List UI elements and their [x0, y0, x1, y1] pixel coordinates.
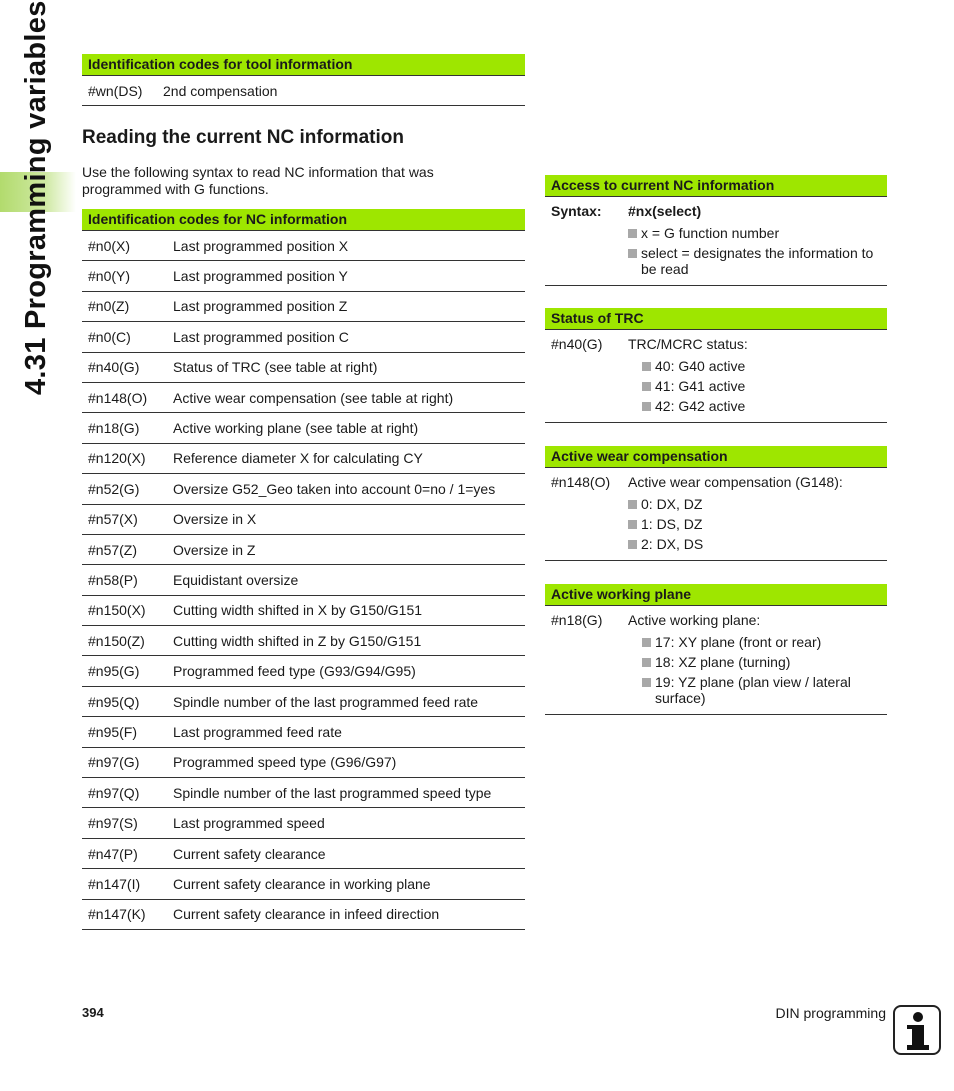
- code-cell: #n97(Q): [88, 784, 140, 801]
- table-row: [82, 869, 525, 899]
- bullet-item: [628, 225, 881, 241]
- table-row: [82, 535, 525, 565]
- table-row: [82, 596, 525, 626]
- code-cell: #n57(X): [88, 511, 138, 528]
- trc-code: #n40(G): [551, 336, 603, 352]
- description-cell: Reference diameter X for calculating CY: [173, 450, 423, 467]
- access-bullet-list: [628, 225, 881, 277]
- code-cell: #n40(G): [88, 359, 140, 376]
- syntax-label: Syntax:: [551, 203, 602, 219]
- trc-status-table: [545, 308, 887, 423]
- bullet-square-icon: [628, 540, 637, 549]
- tool-info-table-header: Identification codes for tool information: [82, 54, 525, 76]
- description-cell: Active wear compensation (see table at right): [173, 389, 454, 406]
- bullet-item: [642, 654, 881, 670]
- description-cell: Last programmed position C: [173, 328, 349, 345]
- table-row: [82, 353, 525, 383]
- table-row: [82, 687, 525, 717]
- plane-bullet-list: [642, 634, 881, 706]
- bullet-text: 17: XY plane (front or rear): [655, 634, 822, 650]
- working-plane-table-body: [545, 606, 887, 714]
- bullet-text: 40: G40 active: [655, 358, 746, 374]
- description-cell: Programmed feed type (G93/G94/G95): [173, 663, 416, 680]
- bullet-item: [642, 398, 881, 414]
- description-cell: Last programmed feed rate: [173, 723, 342, 740]
- table-row: [82, 839, 525, 869]
- bullet-text: x = G function number: [641, 225, 780, 241]
- trc-description: TRC/MCRC status:: [628, 336, 748, 352]
- description-cell: Cutting width shifted in X by G150/G151: [173, 602, 423, 619]
- table-row: [82, 778, 525, 808]
- table-row: [82, 231, 525, 261]
- description-cell: 2nd compensation: [163, 82, 278, 99]
- trc-bullet-list: [642, 358, 881, 414]
- code-cell: #n0(X): [88, 237, 131, 254]
- bullet-square-icon: [628, 229, 637, 238]
- chapter-side-title-text: 4.31 Programming variables: [20, 0, 52, 395]
- bullet-square-icon: [628, 249, 637, 258]
- description-cell: Oversize in X: [173, 511, 257, 528]
- description-cell: Last programmed position Z: [173, 298, 348, 315]
- bullet-text: 19: YZ plane (plan view / lateral surface): [655, 674, 851, 706]
- code-cell: #n150(X): [88, 602, 146, 619]
- bullet-square-icon: [642, 678, 651, 687]
- table-row: [82, 565, 525, 595]
- table-row: [82, 656, 525, 686]
- description-cell: Active working plane (see table at right): [173, 420, 419, 437]
- table-row: [82, 505, 525, 535]
- working-plane-table: [545, 584, 887, 715]
- chapter-footer-label: DIN programming: [775, 1005, 886, 1021]
- bullet-item: [628, 516, 881, 532]
- description-cell: Status of TRC (see table at right): [173, 359, 378, 376]
- trc-status-table-header: Status of TRC: [545, 308, 887, 330]
- code-cell: #n0(Z): [88, 298, 130, 315]
- bullet-square-icon: [642, 638, 651, 647]
- bullet-square-icon: [642, 362, 651, 371]
- table-row: [82, 292, 525, 322]
- code-cell: #n95(F): [88, 723, 138, 740]
- bullet-square-icon: [642, 382, 651, 391]
- code-cell: #n95(G): [88, 663, 140, 680]
- code-cell: #wn(DS): [88, 82, 143, 99]
- nc-info-table-header: Identification codes for NC information: [82, 209, 525, 231]
- bullet-item: [628, 536, 881, 552]
- description-cell: Spindle number of the last programmed feed rate: [173, 693, 479, 710]
- bullet-text: 18: XZ plane (turning): [655, 654, 791, 670]
- code-cell: #n57(Z): [88, 541, 138, 558]
- access-table: [545, 175, 887, 286]
- bullet-item: [642, 674, 881, 706]
- description-cell: Oversize in Z: [173, 541, 256, 558]
- code-cell: #n147(K): [88, 906, 146, 923]
- syntax-value: #nx(select): [628, 203, 702, 219]
- description-cell: Current safety clearance in infeed direction: [173, 906, 440, 923]
- wear-compensation-table-body: [545, 468, 887, 560]
- description-cell: Current safety clearance: [173, 845, 326, 862]
- access-table-body: [545, 197, 887, 285]
- code-cell: #n47(P): [88, 845, 138, 862]
- description-cell: Spindle number of the last programmed speed type: [173, 784, 492, 801]
- code-cell: #n120(X): [88, 450, 146, 467]
- nc-info-table: [82, 209, 525, 930]
- code-cell: #n58(P): [88, 571, 138, 588]
- bullet-text: 2: DX, DS: [641, 536, 704, 552]
- code-cell: #n18(G): [88, 420, 140, 437]
- plane-description: Active working plane:: [628, 612, 761, 628]
- table-row: [82, 76, 525, 105]
- bullet-text: 1: DS, DZ: [641, 516, 703, 532]
- table-row: [82, 900, 525, 929]
- bullet-text: select = designates the information to be read: [641, 245, 874, 277]
- description-cell: Current safety clearance in working plane: [173, 875, 431, 892]
- wear-compensation-table-header: Active wear compensation: [545, 446, 887, 468]
- bullet-item: [642, 634, 881, 650]
- description-cell: Programmed speed type (G96/G97): [173, 754, 397, 771]
- table-row: [82, 322, 525, 352]
- table-row: [82, 474, 525, 504]
- bullet-item: [628, 245, 881, 277]
- table-row: [82, 626, 525, 656]
- page-number: 394: [82, 1005, 104, 1020]
- working-plane-table-header: Active working plane: [545, 584, 887, 606]
- nc-info-table-body: [82, 231, 525, 929]
- access-table-header: Access to current NC information: [545, 175, 887, 197]
- wear-description: Active wear compensation (G148):: [628, 474, 843, 490]
- bullet-square-icon: [642, 402, 651, 411]
- code-cell: #n97(S): [88, 815, 138, 832]
- table-row: [82, 383, 525, 413]
- bullet-item: [642, 378, 881, 394]
- bullet-square-icon: [642, 658, 651, 667]
- bullet-text: 41: G41 active: [655, 378, 746, 394]
- bullet-square-icon: [628, 520, 637, 529]
- code-cell: #n148(O): [88, 389, 148, 406]
- bullet-text: 0: DX, DZ: [641, 496, 703, 512]
- bullet-item: [642, 358, 881, 374]
- tool-info-table: [82, 54, 525, 106]
- code-cell: #n147(I): [88, 875, 141, 892]
- section-heading: Reading the current NC information: [82, 127, 404, 148]
- intro-paragraph: Use the following syntax to read NC information that was programmed with G functions.: [82, 164, 434, 197]
- trc-status-table-body: [545, 330, 887, 422]
- code-cell: #n0(C): [88, 328, 131, 345]
- wear-compensation-table: [545, 446, 887, 561]
- wear-bullet-list: [628, 496, 881, 552]
- code-cell: #n0(Y): [88, 268, 131, 285]
- bullet-text: 42: G42 active: [655, 398, 746, 414]
- table-row: [82, 444, 525, 474]
- wear-code: #n148(O): [551, 474, 611, 490]
- description-cell: Oversize G52_Geo taken into account 0=no / 1=yes: [173, 480, 496, 497]
- info-icon: [893, 1005, 941, 1055]
- table-row: [82, 748, 525, 778]
- table-row: [82, 413, 525, 443]
- plane-code: #n18(G): [551, 612, 603, 628]
- description-cell: Last programmed position Y: [173, 268, 348, 285]
- code-cell: #n97(G): [88, 754, 140, 771]
- table-row: [82, 261, 525, 291]
- description-cell: Last programmed position X: [173, 237, 349, 254]
- bullet-square-icon: [628, 500, 637, 509]
- code-cell: #n150(Z): [88, 632, 145, 649]
- table-row: [82, 717, 525, 747]
- description-cell: Cutting width shifted in Z by G150/G151: [173, 632, 422, 649]
- description-cell: Equidistant oversize: [173, 571, 299, 588]
- bullet-item: [628, 496, 881, 512]
- table-row: [82, 808, 525, 838]
- code-cell: #n95(Q): [88, 693, 140, 710]
- description-cell: Last programmed speed: [173, 815, 325, 832]
- code-cell: #n52(G): [88, 480, 140, 497]
